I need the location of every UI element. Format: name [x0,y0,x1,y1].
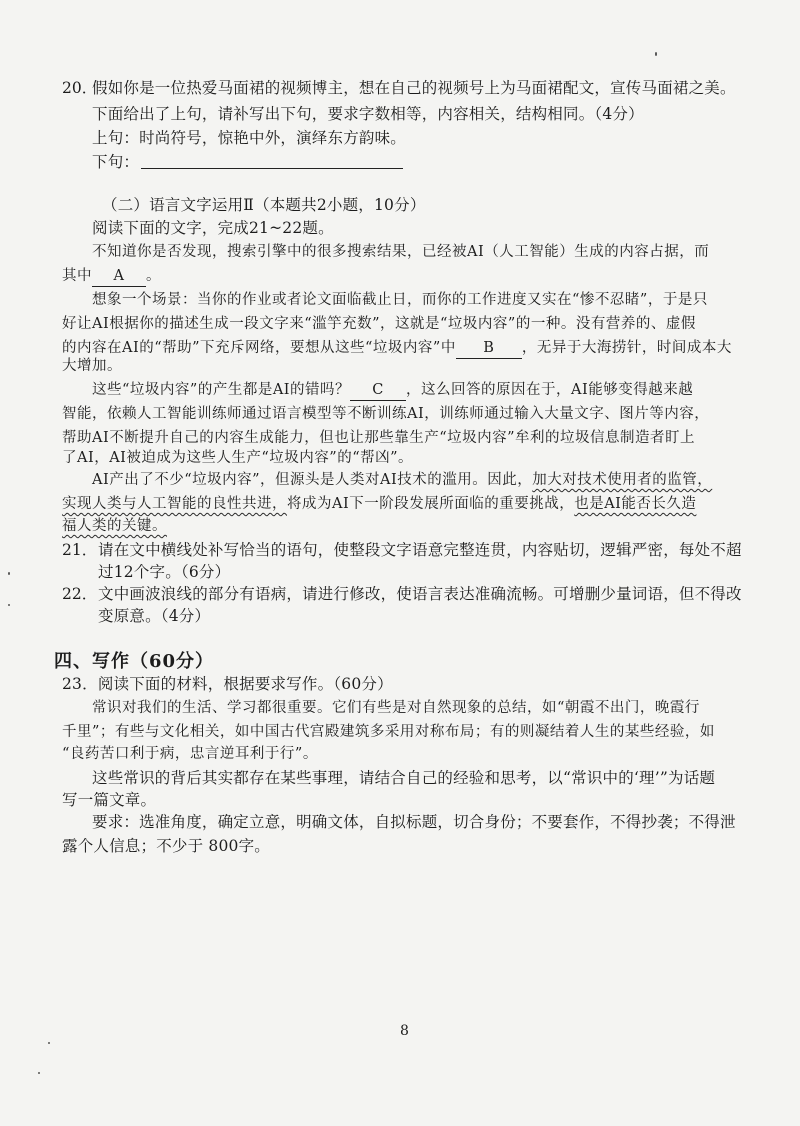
passage-p2-line3 [62,338,732,359]
blank-b[interactable]: B [456,339,522,359]
passage-text: 。 [146,268,161,284]
q20-prompt-line1: 假如你是一位热爱马面裙的视频博主，想在自己的视频号上为马面裙配文，宣传马面裙之美。 [92,79,736,97]
page-number: 8 [400,1023,409,1039]
blank-a[interactable]: A [92,267,146,287]
passage-p1-line1: 不知道你是否发现，搜索引擎中的很多搜索结果，已经被AI（人工智能）生成的内容占据，而 [92,244,710,260]
q22-line1: 文中画波浪线的部分有语病，请进行修改，使语言表达准确流畅。可增删少量词语，但不得改 [98,585,742,603]
wavy-underline-segment: 福人类的关键。 [62,518,167,534]
q23-prompt: 23．阅读下面的材料，根据要求写作。（60分） [62,675,393,693]
q20-answer-row [92,152,403,172]
scan-speck [38,1072,40,1074]
material-line3: “良药苦口利于病，忠言逆耳利于行”。 [62,746,318,762]
passage-p3-line1 [92,380,693,401]
requirements-line2: 露个人信息；不少于 800字。 [62,837,271,855]
passage-text: ，这么回答的原因在于，AI能够变得越来越 [406,382,694,398]
scan-speck [655,52,657,56]
passage-p2-line2: 好让AI根据你的描述生成一段文字来“滥竽充数”，这就是“垃圾内容”的一种。没有营养的、虚假 [62,316,696,332]
passage-text: ，无异于大海捞针，时间成本大 [521,340,732,356]
passage-p3-line2: 智能，依赖人工智能训练师通过语言模型等不断训练AI，训练师通过输入大量文字、图片等内容， [62,406,710,422]
passage-p4-line2 [62,494,696,514]
passage-text: 这些“垃圾内容”的产生都是AI的错吗？ [92,382,351,398]
material-line1: 常识对我们的生活、学习都很重要。它们有些是对自然现象的总结，如“朝霞不出门，晚霞行 [92,700,700,716]
q22-line2: 变原意。（4分） [98,607,211,625]
scan-speck [8,604,10,606]
section2-instruction: 阅读下面的文字，完成21~22题。 [92,219,334,237]
scan-speck [8,572,10,575]
wavy-underline-segment: 实现人类与人工智能的良性共进， [62,496,287,512]
passage-p4-line1 [92,470,712,490]
material-line2: 千里”；有些与文化相关，如中国古代宫殿建筑多采用对称布局；有的则凝结着人生的某些经验，如 [62,724,715,740]
q20-upper-line: 上句：时尚符号，惊艳中外，演绎东方韵味。 [92,129,407,147]
q20-lower-label: 下句： [92,153,140,171]
requirements-line1: 要求：选准角度，确定立意，明确文体，自拟标题，切合身份；不要套作，不得抄袭；不得泄 [92,813,736,831]
passage-p1-line2 [62,266,161,287]
wavy-underline-segment: 加大对技术使用者的监管， [532,472,713,488]
passage-p3-line4: 了AI，AI被迫成为这些人生产“垃圾内容”的“帮凶”。 [62,450,414,466]
q20-answer-blank[interactable] [141,152,403,169]
topic-line1: 这些常识的背后其实都存在某些事理，请结合自己的经验和思考，以“常识中的‘理’”为话题 [92,769,716,787]
wavy-underline-segment: 也是AI能否长久造 [574,496,697,512]
passage-p2-line4: 大增加。 [62,358,122,374]
section2-heading: （二）语言文字运用Ⅱ（本题共2小题，10分） [102,196,426,214]
passage-text: AI产出了不少“垃圾内容”，但源头是人类对AI技术的滥用。因此， [92,472,533,488]
q21-line2: 过12个字。（6分） [98,563,231,581]
passage-text: 其中 [62,268,92,284]
topic-line2: 写一篇文章。 [62,791,157,809]
q20-number: 20． [62,79,98,97]
q21-line1: 请在文中横线处补写恰当的语句，使整段文字语意完整连贯，内容贴切，逻辑严密，每处不超 [98,541,742,559]
q21-number: 21． [62,541,98,559]
passage-text: 将成为AI下一阶段发展所面临的重要挑战， [287,496,575,512]
section4-heading: 四、写作（60分） [54,651,215,672]
passage-p3-line3: 帮助AI不断提升自己的内容生成能力，但也让那些靠生产“垃圾内容”牟利的垃圾信息制造者盯上 [62,430,696,446]
q20-prompt-line2: 下面给出了上句，请补写出下句，要求字数相等，内容相关，结构相同。（4分） [92,105,644,123]
passage-p2-line1: 想象一个场景：当你的作业或者论文面临截止日，而你的工作进度又实在“惨不忍睹”，于是只 [92,292,708,308]
passage-p4-line3 [62,516,167,536]
passage-text: 的内容在AI的“帮助”下充斥网络，要想从这些“垃圾内容”中 [62,340,456,356]
q22-number: 22． [62,585,98,603]
scan-speck [48,1042,50,1044]
blank-c[interactable]: C [350,381,406,401]
